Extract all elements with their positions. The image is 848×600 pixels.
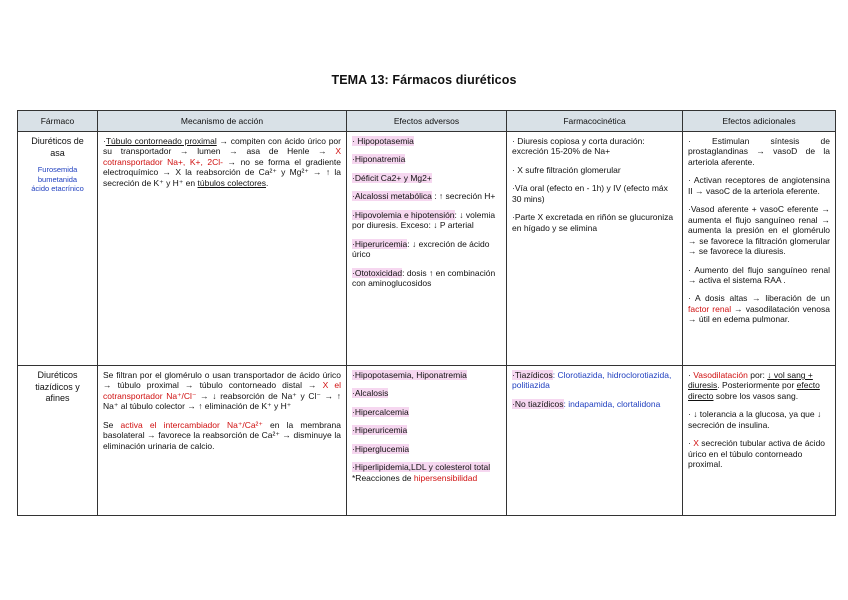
- page-title: TEMA 13: Fármacos diuréticos: [331, 73, 517, 87]
- adverse-effect-item: ·Hipercalcemia: [352, 406, 409, 417]
- additional-effect-item: · Activan receptores de angiotensina II → vasoC de la arteriola eferente.: [688, 175, 830, 196]
- adverse-effect-item: ·Hiperglucemia: [352, 443, 410, 454]
- additional-effect-item: · Vasodilatación por: ↓ vol sang + diuresis. Posteriormente por efecto directo sobre los vasos sang.: [688, 370, 820, 401]
- adverse-effect-item: ·Ototoxicidad: dosis ↑ en combinación con aminoglucosidos: [352, 267, 496, 289]
- mechanism-text: Se filtran por el glomérulo o usan transportador de ácido úrico → túbulo proximal → túbulo contorneado distal → X el cotransportador Na⁺/Cl⁻ → ↓ reabsorción de Na⁺ y Cl⁻ → ↑ Na⁺ al túbulo colector → ↑ eliminación de K⁺ y H⁺: [103, 370, 341, 412]
- adverse-effect-item: ·Hiperuricemia: ↓ excreción de ácido úrico: [352, 238, 490, 260]
- adverse-effect-item: ·Déficit Ca2+ y Mg2+: [352, 172, 432, 183]
- highlight-text: X cotransportador Na+, K+, 2Cl-: [103, 146, 341, 167]
- additional-effects-cell: [683, 366, 836, 516]
- additional-effect-item: · A dosis altas → liberación de un factor renal → vasodilatación venosa → útil en edema pulmonar.: [688, 293, 830, 325]
- header-farmaco: Fármaco: [18, 111, 98, 132]
- pk-item: ·Tiazídicos: Clorotiazida, hidroclorotiazida, politiazida: [512, 370, 672, 391]
- pk-item: · Diuresis copiosa y corta duración: excreción 15-20% de Na+: [512, 136, 645, 157]
- adverse-effects-cell: [347, 366, 507, 516]
- pk-item: ·No tiazídicos: indapamida, clortalidona: [512, 398, 661, 409]
- adverse-effect-item: ·Alcalosis: [352, 388, 389, 399]
- table-row: [18, 132, 836, 366]
- adverse-effect-item: · Hipopotasemia: [352, 136, 414, 146]
- table-row: [18, 366, 836, 516]
- pk-item: ·Parte X excretada en riñón se glucuroniza en hígado y se elimina: [512, 212, 674, 233]
- mechanism-cell: [98, 366, 347, 516]
- additional-effect-item: · Estimulan síntesis de prostaglandinas → vasoD de la arteriola aferente.: [688, 136, 830, 167]
- additional-effect-item: · Aumento del flujo sanguíneo renal → activa el sistema RAA .: [688, 264, 830, 285]
- additional-effect-item: ·Vasod aferente + vasoC eferente → aumenta el flujo sanguíneo renal → aumenta la presión en el glomérulo → se favorece la filtración glomerular → se favorece la diuresis.: [688, 204, 830, 257]
- header-farmacocinetica: Farmacocinética: [507, 111, 683, 132]
- mechanism-cell: [98, 132, 347, 366]
- adverse-effect-item: ·Hiperuricemia: [352, 425, 408, 436]
- additional-effect-item: · ↓ tolerancia a la glucosa, ya que ↓ secreción de insulina.: [688, 409, 822, 430]
- mechanism-text: Se activa el intercambiador Na⁺/Ca²⁺ en la membrana basolateral → favorece la reabsorción de Ca²⁺ → disminuye la eliminación urinaria de calcio.: [103, 419, 341, 451]
- pk-item: · X sufre filtración glomerular: [512, 164, 621, 175]
- adverse-effect-item: ·Hipopotasemia, Hiponatremia: [352, 370, 467, 380]
- drug-list: [23, 165, 92, 193]
- drug-class-cell: [18, 366, 98, 516]
- adverse-effect-item: ·Hipovolemia e hipotensión: ↓ volemia por diuresis. Exceso: ↓ P arterial: [352, 209, 496, 231]
- adverse-note: *Reacciones de hipersensibilidad: [352, 472, 478, 483]
- adverse-effect-item: ·Hiperlipidemia,LDL y colesterol total: [352, 462, 491, 473]
- header-mecanismo: Mecanismo de acción: [98, 111, 347, 132]
- drug-table: [17, 110, 836, 516]
- drug-class-name: Diuréticos de asa: [31, 136, 84, 158]
- drug-name: Furosemida: [37, 165, 78, 175]
- pharmacokinetics-cell: [507, 366, 683, 516]
- adverse-effect-item: ·Hiponatremia: [352, 154, 406, 165]
- adverse-effect-item: ·Alcalossi metabólica : ↑ secreción H+: [352, 191, 496, 202]
- drug-class-cell: [18, 132, 98, 366]
- pk-item: ·Vía oral (efecto en - 1h) y IV (efecto máx 30 mins): [512, 183, 668, 204]
- mechanism-text: ·Túbulo contorneado proximal → compiten con ácido úrico por su transportador → lumen → asa de Henle → X cotransportador Na+, K+, 2Cl- → no se forma el gradiente electroquímico → X la reabsorción de Ca²⁺ y Mg²⁺ → ↑ la secreción de K⁺ y H⁺ en túbulos colectores.: [103, 136, 342, 188]
- additional-effects-cell: [683, 132, 836, 366]
- adverse-effects-cell: [347, 132, 507, 366]
- additional-effect-item: · X secreción tubular activa de ácido úrico en el túbulo contorneado proximal.: [688, 438, 826, 470]
- drug-name: bumetanida: [37, 174, 78, 184]
- header-efectos-adversos: Efectos adversos: [347, 111, 507, 132]
- table-header-row: [18, 111, 836, 132]
- drug-class-name: Diuréticos tiazídicos y afines: [35, 370, 80, 404]
- header-efectos-adicionales: Efectos adicionales: [683, 111, 836, 132]
- drug-name: ácido etacrínico: [31, 184, 84, 194]
- pharmacokinetics-cell: [507, 132, 683, 366]
